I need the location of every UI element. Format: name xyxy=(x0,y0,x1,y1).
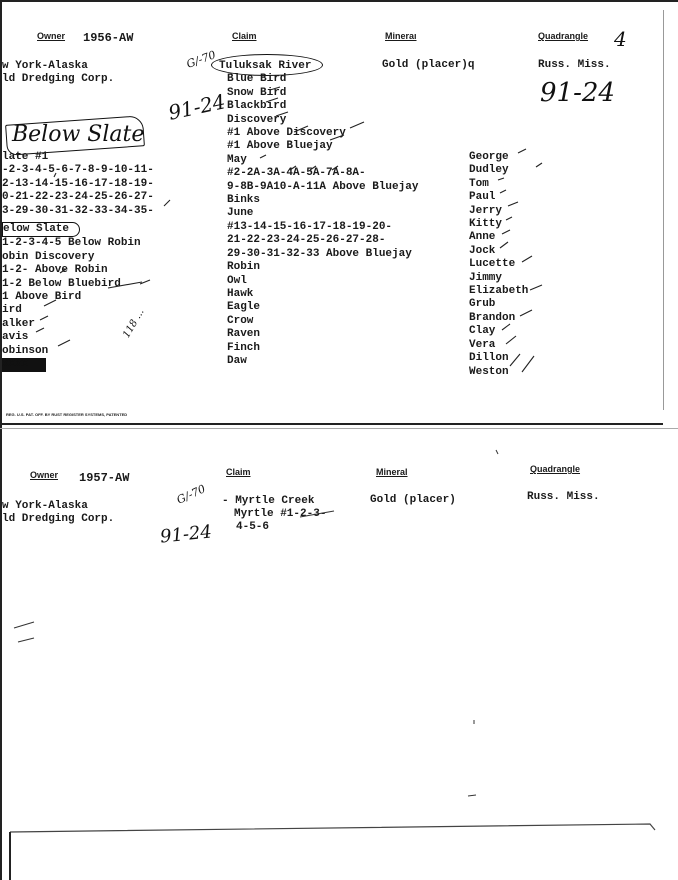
claim-line: Blue Bird xyxy=(227,73,287,86)
card2-marks xyxy=(0,420,678,880)
name-line: Anne xyxy=(469,231,496,244)
left-line: 1-2- Above Robin xyxy=(2,264,108,277)
claim-line: Snow Bird xyxy=(227,86,287,99)
left-line: obinson xyxy=(2,344,49,357)
left-line: obin Discovery xyxy=(2,250,95,263)
pen-check-marks xyxy=(0,0,678,420)
claim-line: Discovery xyxy=(227,113,287,126)
left-line: ird xyxy=(2,304,22,317)
page-number: 4 xyxy=(614,27,627,51)
handwritten-small-code: G/-70 xyxy=(184,48,218,71)
name-line: George xyxy=(469,151,509,163)
claim-line: #1 Above Bluejay xyxy=(227,140,333,153)
claim-header-2: Claim xyxy=(226,467,251,477)
left-line: 1-2 Below Bluebird xyxy=(2,277,121,290)
claim-line: #13-14-15-16-17-18-19-20- xyxy=(227,220,393,233)
claim-line: 9-8B-9A10-A-11A Above Bluejay xyxy=(227,180,419,193)
mineral-header: Mineraı xyxy=(385,31,417,41)
claim-line: Eagle xyxy=(227,301,261,314)
claim-line: #1 Above Discovery xyxy=(227,127,346,140)
left-line: avis xyxy=(2,331,29,344)
handwritten-code-2: 91-24 xyxy=(159,521,213,548)
name-line: Brandon xyxy=(469,311,516,324)
left-line: 1-2-3-4-5 Below Robin xyxy=(2,237,141,250)
claim-line: 21-22-23-24-25-26-27-28- xyxy=(227,234,386,247)
claim-line: Hawk xyxy=(227,287,254,300)
name-line: Jimmy xyxy=(469,271,503,284)
left-line: alker xyxy=(2,317,36,330)
name-line: Jerry xyxy=(469,204,503,217)
left-line: 1 Above Bird xyxy=(2,291,82,304)
name-line: Tom xyxy=(469,177,489,190)
owner-line-2: ld Dredging Corp. xyxy=(2,73,115,85)
claim-line: 29-30-31-32-33 Above Bluejay xyxy=(227,247,412,260)
claim-line: Raven xyxy=(227,328,261,341)
owner-line-1: w York-Alaska xyxy=(2,60,88,72)
name-line: Jock xyxy=(469,244,496,257)
claim2-line-2: Myrtle #1-2-3- xyxy=(234,508,327,520)
claim-line: Daw xyxy=(227,354,247,367)
name-line: Vera xyxy=(469,338,496,351)
handwritten-small-code-2: G/-70 xyxy=(174,482,208,507)
claim-header: Claim xyxy=(232,31,257,41)
name-line: Paul xyxy=(469,191,496,204)
left-line-struck: xxxx xyxy=(2,358,46,371)
claim-line: Blackbird xyxy=(227,100,287,113)
mineral2-value: Gold (placer) xyxy=(370,494,456,506)
footer-imprint: REG. U.S. PAT. OFF. BY RUST REGISTER SYSTEMS, PATENTED xyxy=(6,412,128,417)
name-line: Dillon xyxy=(469,352,509,365)
quadrangle-value: Russ. Miss. xyxy=(538,59,611,71)
left-line: 2-13-14-15-16-17-18-19- xyxy=(2,177,154,190)
name-line: Elizabeth xyxy=(469,285,529,298)
left-line-below-slate: elow Slate xyxy=(2,222,80,237)
claim-line: Binks xyxy=(227,194,261,207)
left-line: 3-29-30-31-32-33-34-35- xyxy=(2,204,154,217)
mineral-header-2: Mineral xyxy=(376,467,408,477)
below-slate-note: Below Slate xyxy=(12,122,145,147)
owner-header: Owner xyxy=(37,31,66,41)
handwritten-code-left: 91-24 xyxy=(166,89,228,125)
quadrangle2-value: Russ. Miss. xyxy=(527,491,600,503)
owner2-line-1: w York-Alaska xyxy=(2,500,88,512)
owner2-line-2: ld Dredging Corp. xyxy=(2,513,115,525)
name-line: Weston xyxy=(469,365,509,378)
quadrangle-header-2: Quadrangle xyxy=(530,464,581,474)
mineral-value: Gold (placer)q xyxy=(382,59,475,71)
claim-line: #2-2A-3A-4A-5A-7A-8A- xyxy=(227,167,366,180)
name-line: Grub xyxy=(469,298,496,311)
quadrangle-header: Quadrangle xyxy=(538,31,589,41)
claim-line: June xyxy=(227,207,254,220)
left-line: -2-3-4-5-6-7-8-9-10-11- xyxy=(2,164,154,177)
claim-line: Tuluksak River xyxy=(219,60,312,72)
name-line: Dudley xyxy=(469,164,509,177)
claim-line: May xyxy=(227,153,247,166)
handwritten-code-right: 91-24 xyxy=(540,78,615,108)
claim-line: Robin xyxy=(227,261,261,274)
year-label-2: 1957-AW xyxy=(79,471,130,485)
year-label: 1956-AW xyxy=(83,31,134,45)
name-line: Kitty xyxy=(469,218,503,231)
left-line: 0-21-22-23-24-25-26-27- xyxy=(2,191,154,204)
claim-line: Crow xyxy=(227,314,254,327)
owner-header-2: Owner xyxy=(30,470,59,480)
claim-line: Owl xyxy=(227,274,247,287)
name-line: Clay xyxy=(469,325,496,338)
margin-scribble: 118 ... xyxy=(121,306,147,341)
claim-line: Finch xyxy=(227,341,261,354)
claim2-line-3: 4-5-6 xyxy=(236,521,270,533)
claim2-line-1: - Myrtle Creek xyxy=(222,495,315,507)
name-line: Lucette xyxy=(469,258,516,271)
left-line: late #1 xyxy=(2,151,49,163)
